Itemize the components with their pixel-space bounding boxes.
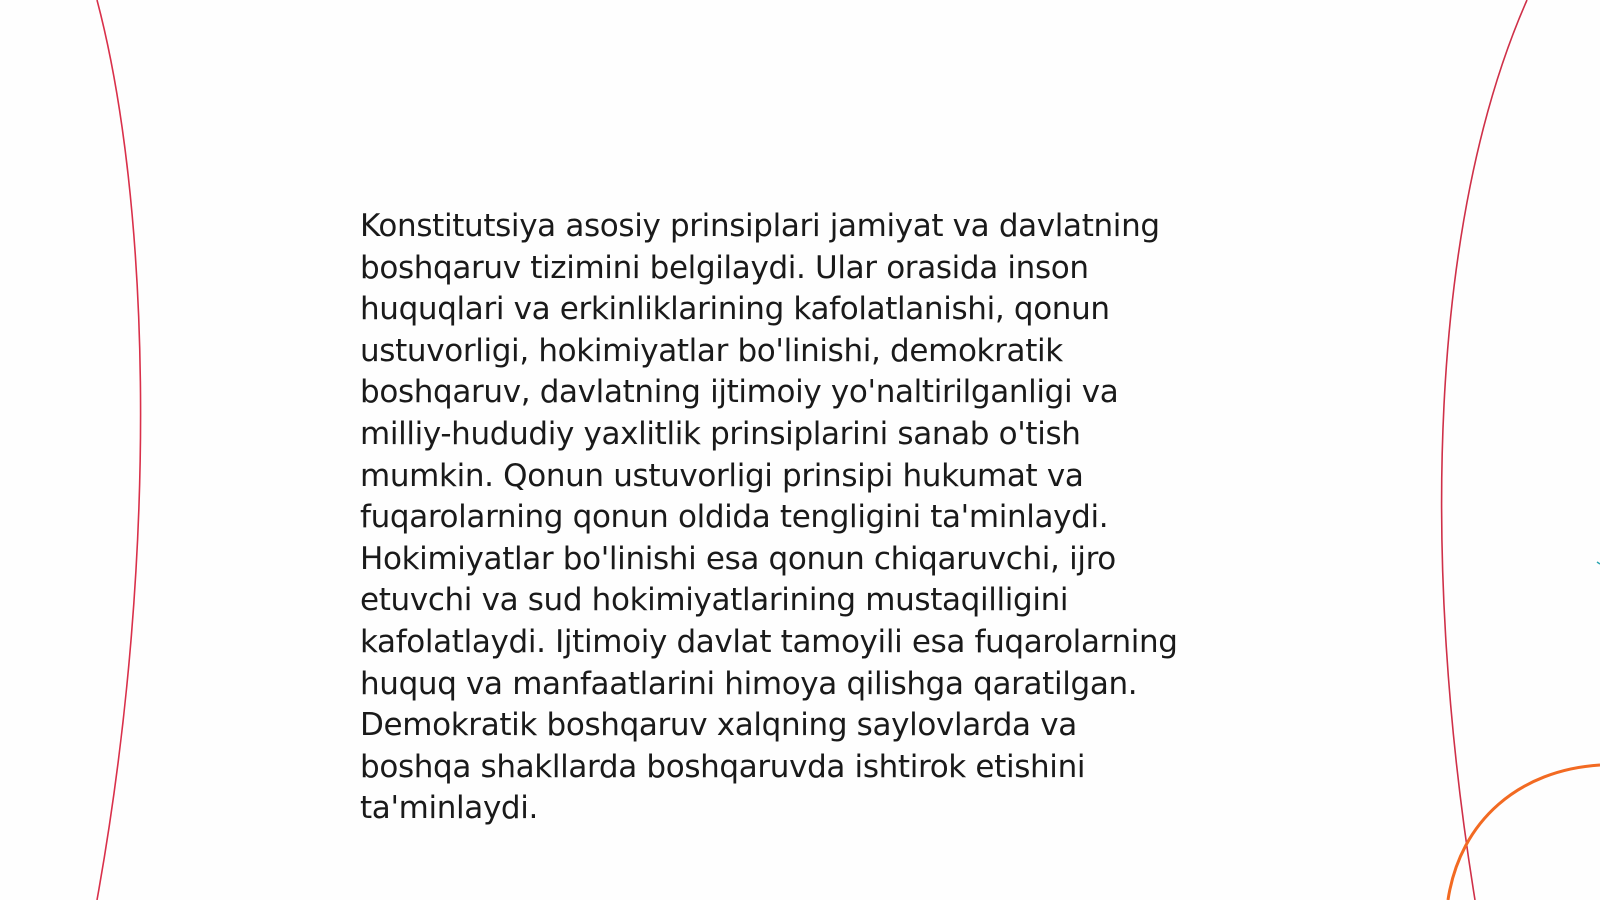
- left-decorative-curve: [97, 0, 141, 900]
- orange-decorative-arc: [1448, 765, 1600, 900]
- slide-body-text: Konstitutsiya asosiy prinsiplari jamiyat va davlatning boshqaruv tizimini belgilaydi. Ular orasida inson huquqlari va erkinliklarining kafolatlanishi, qonun ustuvorligi, hokimiyatlar bo'linishi, demokratik boshqaruv, davlatning ijtimoiy yo'naltirilganligi va milliy-hududiy yaxlitlik prinsiplarini sanab o'tish mumkin. Qonun ustuvorligi prinsipi hukumat va fuqarolarning qonun oldida tengligini ta'minlaydi. Hokimiyatlar bo'linishi esa qonun chiqaruvchi, ijro etuvchi va sud hokimiyatlarining mustaqilligini kafolatlaydi. Ijtimoiy davlat tamoyili esa fuqarolarning huquq va manfaatlarini himoya qilishga qaratilgan. Demokratik boshqaruv xalqning saylovlarda va boshqa shakllarda boshqaruvda ishtirok etishini ta'minlaydi.: [360, 208, 1178, 827]
- right-decorative-curve: [1442, 0, 1527, 900]
